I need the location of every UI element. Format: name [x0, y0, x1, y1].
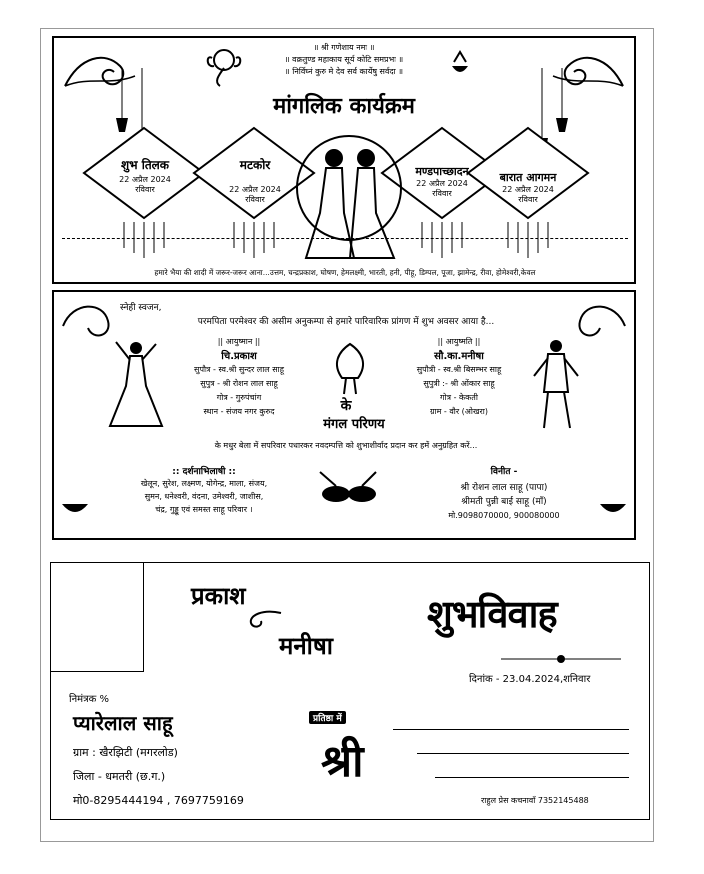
- groom-line-3: गोत्र - गुरुपंचांग: [216, 393, 262, 402]
- address-line-blank-2[interactable]: [417, 753, 629, 754]
- bride-line-3: गोत्र - केकती: [440, 393, 478, 402]
- bride-line-4: ग्राम - वौर (ओखरा): [430, 407, 488, 416]
- shri-calligraphy: श्री: [321, 736, 364, 787]
- darshan-line-1: खेलून, सुरेश, लक्ष्मण, योगेन्द्र, माला, संजय,: [140, 479, 268, 488]
- bride-name: सौ.का.मनीषा: [434, 351, 484, 362]
- family-footer-line: हमारे भैया की शादी में जरूर-जरूर आना...उत्तम, चन्द्रप्रकाश, घोषण, हेमलक्ष्मी, भारती, हनी, पीहू, डिम्पल, पूजा, झामेन्द्र, रीवा, होमेश्वरी,केवल: [154, 268, 536, 277]
- blessing-line: के मधुर बेला में सपरिवार पधारकर नवदम्पत्ति को शुभाशीर्वाद प्रदान कर हमें अनुग्रहित करें...: [214, 441, 478, 450]
- event-2-day: रविवार: [245, 195, 265, 204]
- page-title: मांगलिक कार्यक्रम: [273, 94, 415, 119]
- groom-label: || आयुष्मान ||: [217, 337, 261, 346]
- shloka-line-2: ॥ निर्विघ्नं कुरु मे देव सर्व कार्येषु सर्वदा ॥: [284, 67, 404, 76]
- nimantrak-name: प्यारेलाल साहू: [73, 711, 173, 735]
- kalash-center-icon: [320, 338, 380, 398]
- bride-line-2: सुपुत्री :- श्री ओंकार साहू: [423, 379, 495, 388]
- event-2-date: 22 अप्रैल 2024: [229, 185, 281, 194]
- date-line: दिनांक - 23.04.2024,शनिवार: [469, 674, 591, 685]
- address-line-blank-3[interactable]: [435, 777, 629, 778]
- center-title: मंगल परिणय: [323, 417, 385, 432]
- phone-line: मो0-8295444194 , 7697759169: [73, 794, 244, 807]
- nimantrak-label: निमंत्रक %: [69, 694, 110, 705]
- diya-left-icon: [60, 496, 90, 520]
- events-card: [52, 36, 636, 284]
- diamond-1: [84, 128, 204, 218]
- envelope-card: [50, 562, 650, 820]
- shubh-vivah-title: शुभविवाह: [427, 592, 557, 636]
- event-1-date: 22 अप्रैल 2024: [119, 175, 171, 184]
- darshan-title: :: दर्शनाभिलाषी ::: [172, 467, 236, 477]
- event-4-name: बारात आगमन: [499, 171, 557, 184]
- event-2-name: मटकोर: [239, 158, 271, 172]
- greeting: स्नेही स्वजन,: [120, 303, 162, 313]
- swirl-divider-icon: [243, 607, 283, 631]
- address-line-blank-1[interactable]: [393, 729, 629, 730]
- event-1-day: रविवार: [135, 185, 155, 194]
- event-4-date: 22 अप्रैल 2024: [502, 185, 554, 194]
- pratishtha-label: प्रतिष्ठा में: [309, 711, 346, 724]
- event-3-name: मण्डपाच्छादन: [415, 165, 469, 178]
- couple-illustration: [297, 136, 401, 258]
- darshan-line-3: चंद्र, गुड्डू एवं समस्त साहू परिवार ।: [155, 505, 253, 514]
- groom-name: चि.प्रकाश: [221, 351, 257, 362]
- dhol-drums-icon: [316, 468, 380, 512]
- bride-name-large: मनीषा: [279, 632, 333, 660]
- stamp-box: [51, 563, 144, 672]
- bride-line-1: सुपौत्री - स्व.श्री बिसम्भर साहू: [416, 365, 502, 374]
- vinit-title: विनीत -: [490, 467, 518, 477]
- vinit-line-2: श्रीमती पुन्नी बाई साहू (माँ): [461, 497, 547, 507]
- event-3-date: 22 अप्रैल 2024: [416, 179, 468, 188]
- vinit-line-1: श्री रोशन लाल साहू (पापा): [460, 483, 548, 493]
- address-line-1: ग्राम : खैरझिटी (मगरलोड): [73, 746, 178, 759]
- groom-line-1: सुपौत्र - स्व.श्री सुन्दर लाल साहू: [194, 365, 284, 374]
- vinit-phone: मो.9098070000, 900080000: [448, 511, 560, 520]
- event-3-day: रविवार: [432, 189, 452, 198]
- shloka-line-1: ॥ वक्रतुण्ड महाकाय सूर्य कोटि समप्रभः ॥: [284, 55, 404, 64]
- press-credit: राहुल प्रेस कचनावाँ 7352145488: [481, 796, 589, 805]
- event-1-name: शुभ तिलक: [120, 158, 170, 172]
- event-4-day: रविवार: [518, 195, 538, 204]
- dashed-divider: [62, 238, 628, 239]
- invitation-card: [52, 290, 636, 540]
- groom-line-4: स्थान - संजय नगर कुरुद: [203, 407, 275, 416]
- groom-line-2: सुपुत्र - श्री रोशन लाल साहू: [200, 379, 278, 388]
- intro-line: परमपिता परमेश्वर की असीम अनुकम्पा से हमारे पारिवारिक प्रांगण में शुभ अवसर आया है...: [197, 317, 495, 327]
- groom-name-large: प्रकाश: [191, 582, 246, 610]
- ornament-line-icon: [501, 653, 621, 665]
- top-line: ॥ श्री गणेशाय नमः ॥: [313, 43, 375, 52]
- address-line-2: जिला - धमतरी (छ.ग.): [73, 770, 166, 783]
- bride-label: || आयुष्मति ||: [437, 337, 481, 346]
- center-ke: के: [340, 398, 352, 414]
- darshan-line-2: सुमन, धनेश्वरी, वंदना, उमेश्वरी, जाशीस,: [144, 492, 264, 501]
